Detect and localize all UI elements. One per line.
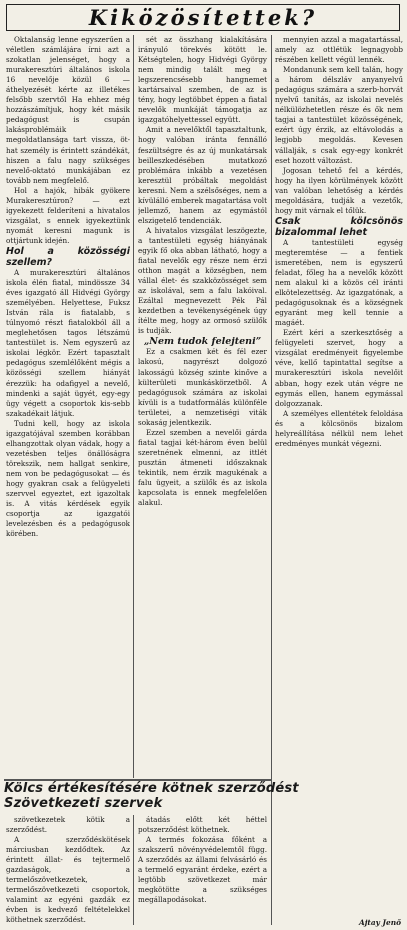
paragraph: Tudni kell, hogy az iskola igazgatójával szemben korábban elhangzottak olyan vádak, hogy a vezetésben teljes önállóságra törekszik, nem hallgat senkire, nem von be pedagógusokat — és hogy gyakran csak a felügyeleti szervvel egyeztet, ezt igazoltak is. A vitás kérdések egyik csoportja az igazgatói levelezésben és a pedagógusok körében.: [6, 418, 130, 539]
paragraph: Ez a csakmen két és fél ezer lakosú, nagyrészt dolgozó lakosságú község szinte kinőve a külterületi munkáskörzetből. A pedagógusok számára az iskolai kívüli is a tudatformálás különféle területei, a nemzetiségi viták sokaság jelentkezik.: [138, 347, 267, 427]
paragraph: A személyes ellentétek feloldása és a kölcsönös bizalom helyreállítása nélkül nem lehet eredményes munkát végezni.: [275, 408, 403, 448]
paragraph: A tantestületi egység megteremtése — a fentiek ismeretében, nem is egyszerű feladat, főleg ha a nevelők között nem alakul ki a közös cél iránti elkötelezettség. Az igazgatónak, a pedagógusoknak és a községnek egyaránt meg kell tennie a magáét.: [275, 237, 403, 328]
paragraph: Oktalanság lenne egyszerűen a véletlen számlájára írni azt a szokatlan jelenséget, hogy a murakeresztúri általános iskola 16 nevelője közül 6 — áthelyezését kérte az illetékes felsőbb szervtől Ha ehhez még hozzászámítjuk, hogy két másik pedagógust is csupán lakásproblémáik megoldatlansága tart vissza, öt-hat személy is érintett szándékát, hiszen a falu nagy szükséges nevelő-oktató munkájában ez tovább nem megfelelő.: [6, 35, 130, 185]
article-headline: Kiközösítettek?: [88, 5, 318, 30]
headline-line-2: Szövetkezeti szervek: [4, 795, 163, 811]
paragraph: Ezzel szemben a nevelői gárda fiatal tagjai két-három éven belül szeretnének elmenni, az ittlét pusztán átmeneti időszaknak tekintik, nem érzik magukénak a falu ügyeit, a szülők és az iskola kapcsolata is ennek megfelelően alakul.: [138, 427, 267, 508]
paragraph: mennyien azzal a magatartással, amely az ottlétük legnagyobb részében kellett végül lennék.: [275, 35, 403, 65]
subheading: Csak kölcsönös bizalommal lehet: [275, 215, 403, 238]
paragraph: átadás előtt két héttel potszerződést köthetnek.: [138, 815, 267, 835]
paragraph: Hol a hajók, hibák gyökere Murakeresztúron? — ezt igyekezett felderíteni a hivatalos vizsgálat, s ennek igyekeztünk nyomát keresni magunk is ottjártunk idején.: [6, 185, 130, 245]
bottom-article-column-1: [6, 815, 130, 925]
author-signature: Ajtay Jenő: [359, 918, 401, 927]
paragraph: A murakeresztúri általános iskola élén fiatal, mindössze 34 éves igazgató áll Hidvégi György személyében. Helyettese, Fuksz István rála is fiatalabb, s túlnyomó részt fiatalokból áll a meglehetősen tagos létszámú tantestület is. Nem egyszerű az iskolai légkör. Ezért tapasztalt pedagógus szemlélőként mégis a közösségi szellem hiányát érezzük: ha odafigyel a nevelő, mindenki a saját ügyét, egy-egy ügy végett a csoportok kis-sebb szakadékait látjuk.: [6, 267, 130, 418]
paragraph: szövetkezetek kötik a szerződést.: [6, 815, 130, 835]
article-column-1: [6, 35, 130, 778]
subheading: Hol a közösségi szellem?: [6, 245, 130, 268]
paragraph: Mondanunk sem kell talán, hogy a három délszláv anyanyelvű pedagógus számára a szerb-horvát nyelvű tanítás, az iskolai nevelés nélkülözhetetlen része és ők nem tagjai a tantestület közösségének, ezért úgy érzik, az eltávolodás a legjobb megoldás. Kevesen vállalják, s csak egy-egy konkrét eset hozott változást.: [275, 65, 403, 165]
subheading: „Nem tudok felejteni”: [143, 336, 262, 348]
paragraph: sét az összhang kialakítására irányuló törekvés kötött le. Kétségtelen, hogy Hidvégi György nem mindig talált meg a legszerencsésebb hangnemet kartársaival szemben, de az is tény, hogy legtöbbet éppen a fiatal nevelők munkáját támogatja az igazgatóhelyettessel együtt.: [138, 35, 267, 125]
paragraph: Jogosan tehető fel a kérdés, hogy ha ilyen körülmények között van valóban lehetőség a kérdés megoldására, tudják a vezetők, hogy mit várnak el tőlük.: [275, 165, 403, 215]
paragraph: A szerződéskötések márciusban kezdődtek. Az érintett állat- és tejtermelő gazdaságok, a termelőszövetkezetek, termelőszövetkezeti csoportok, valamint az egyéni gazdák ez évben is kedvező feltételekkel köthetnek szerződést.: [6, 835, 130, 925]
headline-box: [6, 4, 400, 31]
article-column-2: [138, 35, 267, 778]
paragraph: Ezért kéri a szerkesztőség a felügyeleti szervet, hogy a vizsgálat eredményeit figyelembe véve, kellő tapintattal segítse a murakeresztúri iskola nevelőit abban, hogy ezek után végre ne egymás ellen, hanem egymással dolgozzanak.: [275, 328, 403, 408]
column-divider: [133, 815, 134, 925]
paragraph: A termés fokozása főként a szakszerű növényvédelemtől függ. A szerződés az állami felvásárló és a termelő egyaránt érdeke, ezért a legtöbb szövetkezet már megkötötte a szükséges megállapodásokat.: [138, 835, 267, 905]
paragraph: A hivatalos vizsgálat leszögezte, a tantestületi egység hiányának egyik fő oka abban látható, hogy a fiatal nevelők egy része nem érzi otthon magát a községben, nem vállal élet- és szakközösséget sem az iskolával, sem a falu lakóival. Ezáltal megnevezett Pék Pál kezdetben a tevékenységének úgy ítélte meg, hogy az ormosó szülők is tudják.: [138, 225, 267, 336]
paragraph: Amit a nevelőktől tapasztaltunk, hogy valóban iránta fennálló feszültségre és az új munkatársak beilleszkedésében mutatkozó problémára inkább a vezetésen keresztül próbáltak megoldást keresni. Nem a szélsőséges, nem a kívülálló emberek magatartása volt jellemző, hanem az egymástól elszigetelő tendenciák.: [138, 125, 267, 225]
headline-line-1: Kölcs értékesítésére kötnek szerződést: [4, 781, 299, 796]
bottom-article-column-2: [138, 815, 267, 925]
bottom-article-headline: [4, 781, 299, 811]
column-divider: [133, 35, 134, 778]
